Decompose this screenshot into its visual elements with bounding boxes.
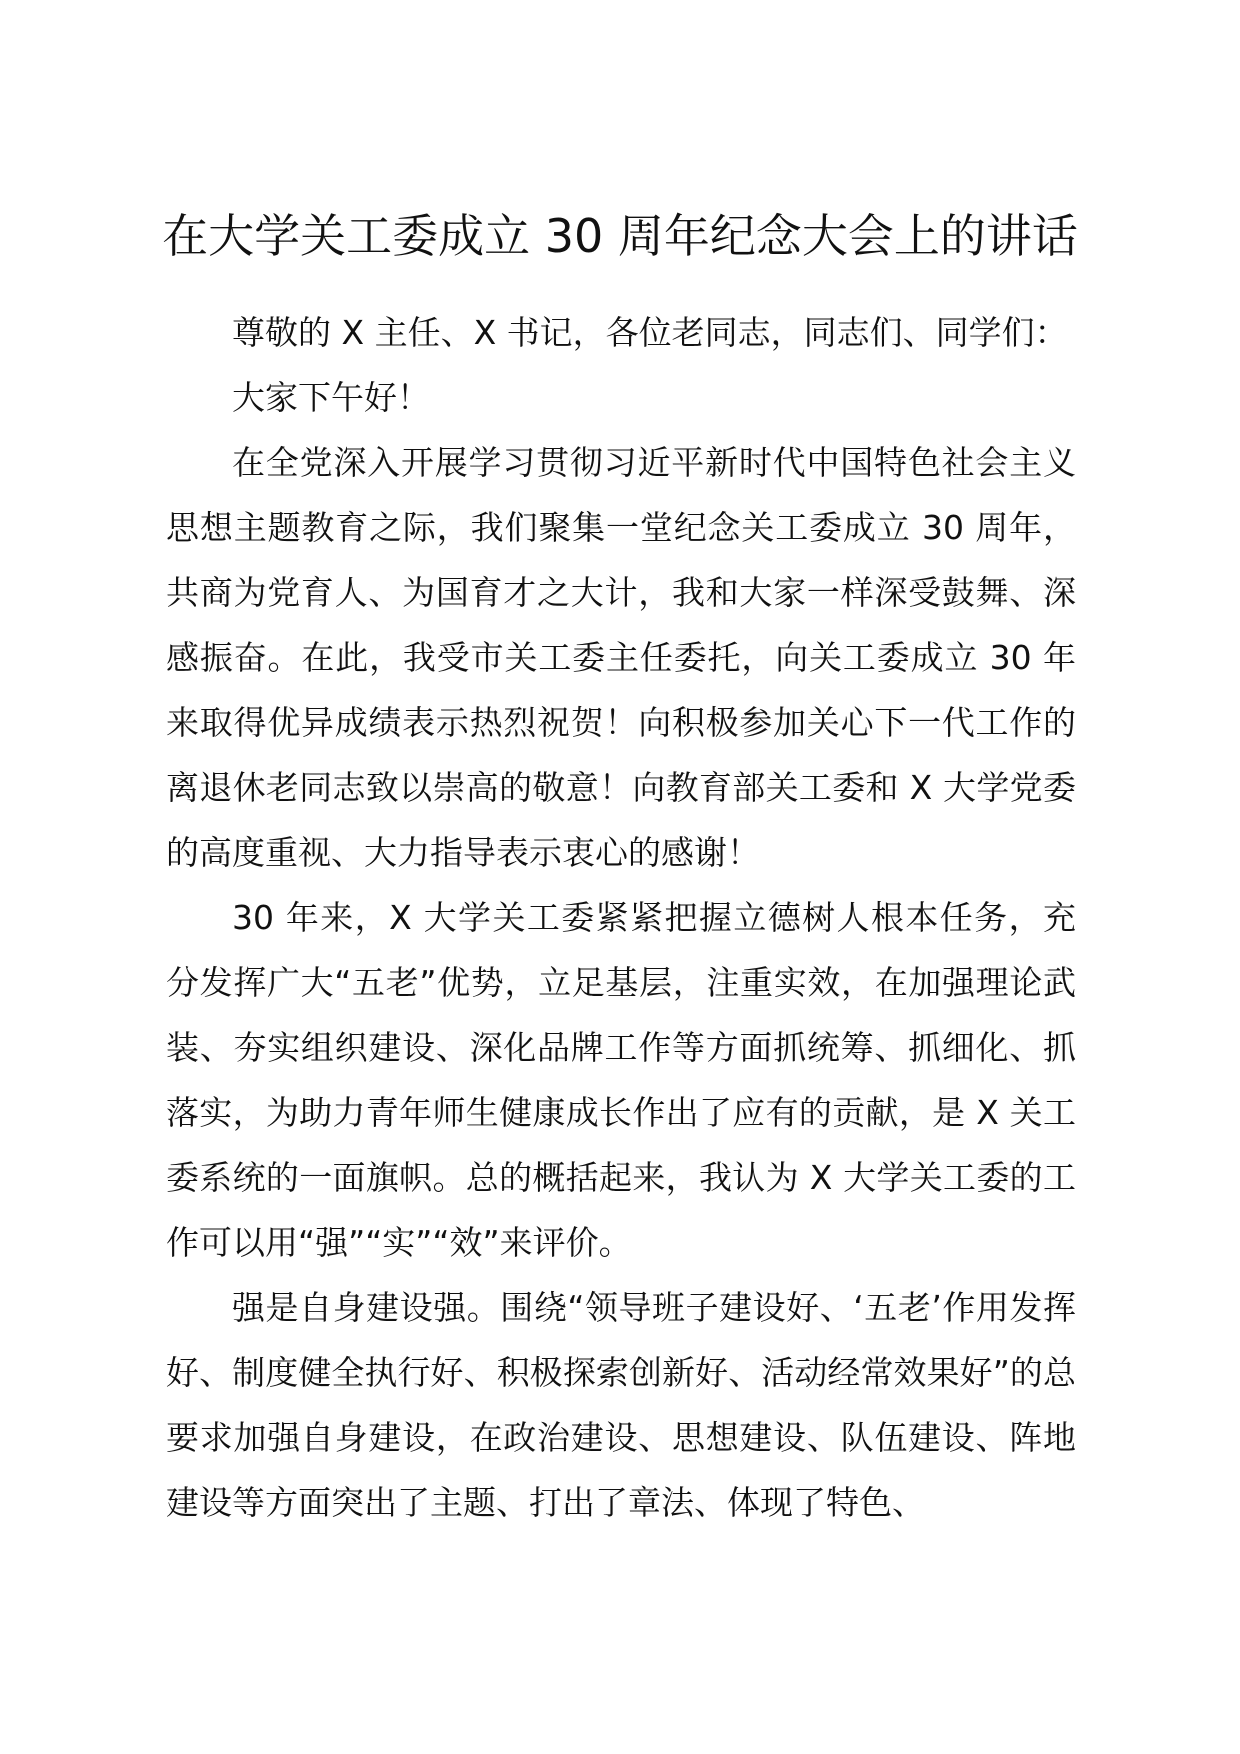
greeting-paragraph: 大家下午好！ [232, 378, 430, 417]
body-paragraph: 在全党深入开展学习贯彻习近平新时代中国特色社会主义思想主题教育之际，我们聚集一堂纪念关工委成立 30 周年，共商为党育人、为国育才之大计，我和大家一样深受鼓舞、深感振奋。在此，我受市关工委主任委托，向关工委成立 30 年来取得优异成绩表示热烈祝贺！向积极参加关心下一代工作的离退休老同志致以崇高的敬意！向教育部关工委和 X 大学党委的高度重视、大力指导表示衷心的感谢！ [166, 443, 1076, 872]
document-title: 在大学关工委成立 30 周年纪念大会上的讲话 [162, 209, 1078, 263]
document-body [166, 300, 1076, 1535]
body-paragraph: 30 年来，X 大学关工委紧紧把握立德树人根本任务，充分发挥广大“五老”优势，立足基层，注重实效，在加强理论武装、夯实组织建设、深化品牌工作等方面抓统筹、抓细化、抓落实，为助力青年师生健康成长作出了应有的贡献，是 X 关工委系统的一面旗帜。总的概括起来，我认为 X 大学关工委的工作可以用“强”“实”“效”来评价。 [166, 898, 1076, 1262]
body-paragraph: 强是自身建设强。围绕“领导班子建设好、‘五老’作用发挥好、制度健全执行好、积极探索创新好、活动经常效果好”的总要求加强自身建设，在政治建设、思想建设、队伍建设、阵地建设等方面突出了主题、打出了章法、体现了特色、 [166, 1288, 1076, 1522]
salutation-paragraph: 尊敬的 X 主任、X 书记，各位老同志，同志们、同学们： [232, 313, 1068, 352]
